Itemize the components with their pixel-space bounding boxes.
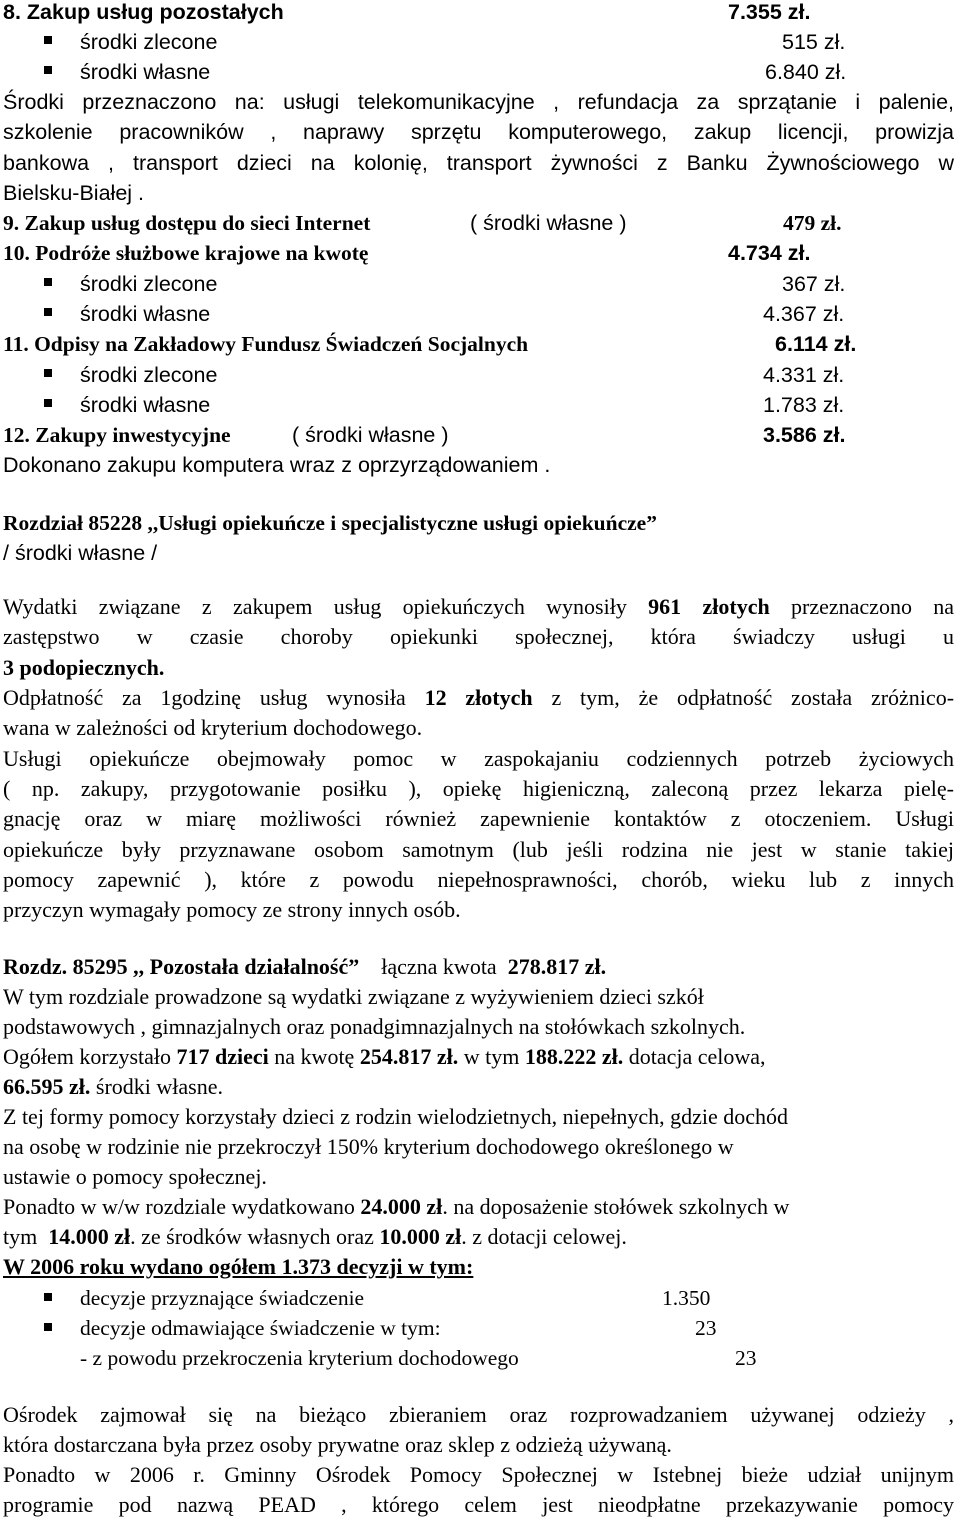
r85228-p1-line [3, 592, 954, 622]
text-segment: Ogółem korzystało [3, 1044, 172, 1069]
r85228-p3-line: pomocy zapewnić ), które z powodu niepełnosprawności, chorób, wieku lub z innych [3, 867, 954, 892]
sec11-zlecone-label: środki zlecone [80, 363, 218, 387]
r85295-line [3, 1072, 223, 1102]
text-segment: . ze środków własnych oraz [130, 1224, 374, 1249]
text-segment: w tym [463, 1044, 520, 1069]
text-segment-bold: 66.595 zł. [3, 1074, 91, 1099]
dec1-value: 1.350 [662, 1286, 711, 1310]
sec11-title: 11. Odpisy na Zakładowy Fundusz Świadczeń Socjalnych [3, 332, 529, 356]
closing-line: Ponadto w 2006 r. Gminny Ośrodek Pomocy Społecznej w Istebnej bieże udział unijnym [3, 1462, 954, 1487]
r85228-p3-line: przyczyn wymagały pomocy ze strony innych osób. [3, 897, 461, 922]
r85295-amount-label: łączna kwota [381, 954, 497, 979]
text-segment: Wydatki związane z zakupem usług opiekuńczych wynosiły [3, 594, 627, 619]
text-segment: przeznaczono na [791, 594, 955, 619]
sec9-note: ( środki własne ) [470, 211, 627, 235]
text-segment: . na doposażenie stołówek szkolnych w [442, 1194, 790, 1219]
closing-line: Ośrodek zajmował się na bieżąco zbieraniem oraz rozprowadzaniem używanej odzieży , [3, 1402, 954, 1427]
sec10-wlasne-label: środki własne [80, 302, 211, 326]
r85228-p3-line: opiekuńcze były przyznawane osobom samotnym (lub jeśli rodzina nie jest w stanie takiej [3, 837, 954, 862]
r85228-p3-line: gnację oraz w miarę możliwości również zapewnienie kontaktów z otoczeniem. Usługi [3, 806, 954, 831]
dec1-label: decyzje przyznające świadczenie [80, 1286, 365, 1310]
decisions-heading: W 2006 roku wydano ogółem 1.373 decyzji w tym: [3, 1254, 474, 1279]
bullet-icon [44, 1293, 52, 1301]
text-segment: środki własne. [95, 1074, 223, 1099]
sec8-wlasne-label: środki własne [80, 60, 211, 84]
sec12-title: 12. Zakupy inwestycyjne [3, 423, 231, 447]
r85228-heading: Rozdział 85228 ,,Usługi opiekuńcze i specjalistyczne usługi opiekuńcze” [3, 511, 657, 535]
text-segment-bold: 717 dzieci [176, 1044, 269, 1069]
r85228-p1-line: 3 podopiecznych. [3, 655, 165, 680]
sec10-total: 4.734 zł. [728, 241, 811, 265]
text-segment-bold: 14.000 zł [48, 1224, 131, 1249]
sec8-zlecone-label: środki zlecone [80, 30, 218, 54]
sec12-note: ( środki własne ) [292, 423, 449, 447]
sec8-zlecone-value: 515 zł. [782, 30, 846, 54]
text-segment: . z dotacji celowej. [461, 1224, 627, 1249]
r85295-line [3, 1222, 627, 1252]
bullet-icon [44, 1323, 52, 1331]
text-segment-bold: 961 złotych [648, 594, 770, 619]
r85228-p3-line: ( np. zakupy, przygotowanie posiłku ), opiekę higieniczną, zaleconą przez lekarza pielę- [3, 776, 954, 801]
bullet-icon [44, 308, 52, 316]
sec8-wlasne-value: 6.840 zł. [765, 60, 847, 84]
text-segment-bold: 24.000 zł [360, 1194, 443, 1219]
sec11-zlecone-value: 4.331 zł. [763, 363, 845, 387]
bullet-icon [44, 369, 52, 377]
bullet-icon [44, 36, 52, 44]
bullet-icon [44, 278, 52, 286]
bullet-icon [44, 399, 52, 407]
r85295-heading: Rozdz. 85295 ,, Pozostała działalność” [3, 954, 360, 979]
dec2-value: 23 [695, 1316, 717, 1340]
bullet-icon [44, 66, 52, 74]
r85295-amount: 278.817 zł. [507, 954, 607, 979]
text-segment-bold: 188.222 zł. [524, 1044, 624, 1069]
text-segment-bold: 254.817 zł. [359, 1044, 459, 1069]
text-segment: tym [3, 1224, 38, 1249]
dec3-label: - z powodu przekroczenia kryterium dochodowego [80, 1346, 519, 1370]
sec8-title: 8. Zakup usług pozostałych [3, 0, 284, 24]
sec11-total: 6.114 zł. [775, 332, 857, 356]
sec8-desc-line: Bielsku-Białej . [3, 181, 144, 205]
r85295-line: W tym rozdziale prowadzone są wydatki związane z wyżywieniem dzieci szkół [3, 984, 704, 1009]
dec3-value: 23 [735, 1346, 757, 1370]
r85295-line: podstawowych , gimnazjalnych oraz ponadgimnazjalnych na stołówkach szkolnych. [3, 1014, 746, 1039]
sec10-zlecone-value: 367 zł. [782, 272, 846, 296]
sec11-wlasne-label: środki własne [80, 393, 211, 417]
sec9-title: 9. Zakup usług dostępu do sieci Internet [3, 211, 371, 235]
closing-line: która dostarczana była przez osoby prywatne oraz sklep z odzieżą używaną. [3, 1432, 672, 1457]
text-segment: Odpłatność za 1godzinę usług wynosiła [3, 685, 406, 710]
sec11-wlasne-value: 1.783 zł. [763, 393, 845, 417]
sec10-wlasne-value: 4.367 zł. [763, 302, 845, 326]
r85295-line: na osobę w rodzinie nie przekroczył 150% kryterium dochodowego określonego w [3, 1134, 734, 1159]
text-segment: na kwotę [274, 1044, 355, 1069]
sec10-zlecone-label: środki zlecone [80, 272, 218, 296]
sec12-total: 3.586 zł. [763, 423, 846, 447]
sec8-desc-line: Środki przeznaczono na: usługi telekomunikacyjne , refundacja za sprzątanie i palenie, [3, 90, 954, 114]
sec8-total: 7.355 zł. [728, 0, 811, 24]
r85228-sub: / środki własne / [3, 541, 158, 565]
r85228-p1-line: zastępstwo w czasie choroby opiekunki społecznej, która świadczy usługi u [3, 624, 954, 649]
text-segment: Ponadto w w/w rozdziale wydatkowano [3, 1194, 355, 1219]
sec12-desc: Dokonano zakupu komputera wraz z oprzyrządowaniem . [3, 453, 551, 477]
r85228-p2-line: wana w zależności od kryterium dochodowego. [3, 715, 423, 740]
r85295-line [3, 1042, 766, 1072]
closing-line: programie pod nazwą PEAD , którego celem jest nieodpłatne przekazywanie pomocy [3, 1492, 954, 1517]
sec9-total: 479 zł. [783, 211, 842, 235]
r85295-line: Z tej formy pomocy korzystały dzieci z rodzin wielodzietnych, niepełnych, gdzie dochód [3, 1104, 789, 1129]
r85228-p2-line [3, 683, 954, 713]
sec8-desc-line: bankowa , transport dzieci na kolonię, transport żywności z Banku Żywnościowego w [3, 151, 954, 175]
sec10-title: 10. Podróże służbowe krajowe na kwotę [3, 241, 369, 265]
dec2-label: decyzje odmawiające świadczenie w tym: [80, 1316, 441, 1340]
text-segment: z tym, że odpłatność została zróżnico- [551, 685, 955, 710]
text-segment-bold: 10.000 zł [379, 1224, 462, 1249]
r85228-p3-line: Usługi opiekuńcze obejmowały pomoc w zaspokajaniu codziennych potrzeb życiowych [3, 746, 954, 771]
sec8-desc-line: szkolenie pracowników , naprawy sprzętu komputerowego, zakup licencji, prowizja [3, 120, 954, 144]
text-segment-bold: 12 złotych [424, 685, 533, 710]
r85295-line [3, 1192, 789, 1222]
text-segment: dotacja celowa, [628, 1044, 766, 1069]
r85295-heading-line [3, 952, 606, 982]
r85295-line: ustawie o pomocy społecznej. [3, 1164, 267, 1189]
